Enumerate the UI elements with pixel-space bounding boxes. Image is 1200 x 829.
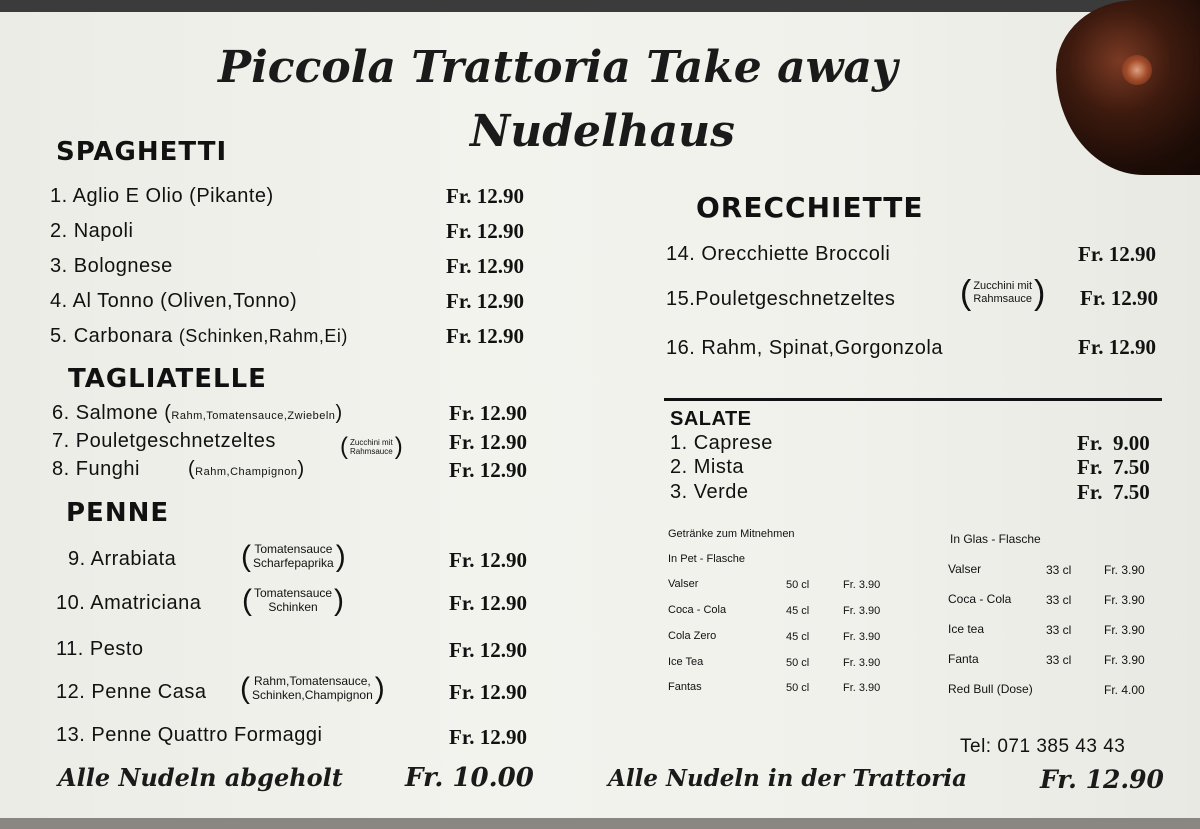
menu-item-name: 12. Penne Casa <box>56 681 207 703</box>
menu-item-price: Fr. 12.90 <box>449 680 527 704</box>
menu-item-price: Fr. 12.90 <box>446 184 524 208</box>
menu-item-price: Fr. 12.90 <box>449 401 527 425</box>
table-edge <box>0 818 1200 829</box>
menu-item-price: Fr. 12.90 <box>449 725 527 749</box>
drink-name: Red Bull (Dose) <box>948 682 1033 696</box>
menu-item-name: 15.Pouletgeschnetzeltes <box>666 288 896 310</box>
menu-item-price: Fr. 12.90 <box>446 289 524 313</box>
drink-price: Fr. 3.90 <box>843 682 881 694</box>
drink-price: Fr. 3.90 <box>1104 653 1145 667</box>
menu-item-name: 2. Mista <box>670 456 745 478</box>
menu-item-price: Fr. 12.90 <box>1080 286 1158 310</box>
phone-number: Tel: 071 385 43 43 <box>960 736 1126 757</box>
menu-item-name: 8. Funghi <box>52 458 140 480</box>
drink-name: Valser <box>948 562 982 576</box>
drink-size: 33 cl <box>1046 563 1072 577</box>
section-heading-tagliatelle: TAGLIATELLE <box>68 364 267 394</box>
drink-name: Cola Zero <box>668 630 717 642</box>
menu-title-line1: Piccola Trattoria Take away <box>218 42 898 93</box>
drink-size: 50 cl <box>786 682 810 694</box>
section-divider <box>664 398 1162 401</box>
drink-name: Coca - Cola <box>948 592 1012 606</box>
menu-item-name <box>50 325 348 348</box>
drink-price: Fr. 3.90 <box>1104 593 1145 607</box>
menu-item-name: 1. Aglio E Olio (Pikante) <box>50 185 274 207</box>
drinks-glass-heading: In Glas - Flasche <box>950 532 1041 546</box>
drink-price: Fr. 4.00 <box>1104 683 1145 697</box>
drink-size: 33 cl <box>1046 653 1072 667</box>
menu-item-price: Fr. 9.00 <box>1077 431 1150 455</box>
section-heading-salate: SALATE <box>670 408 752 430</box>
menu-item-name: 9. Arrabiata <box>68 548 177 570</box>
drink-price: Fr. 3.90 <box>1104 563 1145 577</box>
menu-item-name: 2. Napoli <box>50 220 134 242</box>
drink-name: Fantas <box>668 681 702 693</box>
menu-item-name: 1. Caprese <box>670 432 773 454</box>
menu-item-note: (Rahm,Champignon) <box>188 458 305 480</box>
drink-size: 33 cl <box>1046 623 1072 637</box>
menu-item-name: 3. Verde <box>670 481 749 503</box>
menu-item-price: Fr. 12.90 <box>449 430 527 454</box>
menu-item-name: 10. Amatriciana <box>56 592 202 614</box>
menu-item-price: Fr. 12.90 <box>446 254 524 278</box>
drink-size: 45 cl <box>786 605 810 617</box>
menu-item-price: Fr. 12.90 <box>449 591 527 615</box>
drink-name: Valser <box>668 578 699 590</box>
section-heading-penne: PENNE <box>66 498 170 528</box>
drink-price: Fr. 3.90 <box>843 605 881 617</box>
drink-price: Fr. 3.90 <box>843 579 881 591</box>
menu-item-price: Fr. 12.90 <box>1078 335 1156 359</box>
drink-size: 50 cl <box>786 657 810 669</box>
menu-item-label: 6. Salmone <box>52 402 159 424</box>
menu-item-name: 16. Rahm, Spinat,Gorgonzola <box>666 337 943 359</box>
menu-item-name: 4. Al Tonno (Oliven,Tonno) <box>50 290 298 312</box>
menu-item-name: 7. Pouletgeschnetzeltes <box>52 430 276 452</box>
menu-item-price: Fr. 12.90 <box>449 458 527 482</box>
footer-dinein-text: Alle Nudeln in der Trattoria <box>608 765 968 792</box>
drink-name: Ice tea <box>948 622 985 636</box>
menu-item-detail: (Schinken,Rahm,Ei) <box>178 326 348 346</box>
menu-title-line2: Nudelhaus <box>470 106 735 157</box>
menu-board <box>0 12 1200 818</box>
menu-item-name: 6. Salmone (Rahm,Tomatensauce,Zwiebeln) <box>52 402 343 424</box>
drink-price: Fr. 3.90 <box>843 631 881 643</box>
menu-item-name: 11. Pesto <box>56 638 144 660</box>
drink-price: Fr. 3.90 <box>843 657 881 669</box>
menu-item-price: Fr. 12.90 <box>446 324 524 348</box>
drink-size: 45 cl <box>786 631 810 643</box>
menu-item-note: ( Zucchini mit Rahmsauce ) <box>960 274 1046 312</box>
menu-item-name: 14. Orecchiette Broccoli <box>666 243 891 265</box>
section-heading-spaghetti: SPAGHETTI <box>56 137 228 167</box>
menu-item-note: ( Tomatensauce Schinken ) <box>242 584 345 617</box>
menu-item-price: Fr. 12.90 <box>446 219 524 243</box>
section-heading-orecchiette: ORECCHIETTE <box>696 191 924 224</box>
drinks-pet-subheading: In Pet - Flasche <box>668 553 746 565</box>
footer-takeaway-price: Fr. 10.00 <box>405 763 534 793</box>
menu-item-price: Fr. 12.90 <box>449 638 527 662</box>
menu-item-note: Rahm,Tomatensauce,Zwiebeln <box>171 410 336 422</box>
drink-size: 33 cl <box>1046 593 1072 607</box>
bottle-highlight <box>1122 55 1152 85</box>
footer-dinein-price: Fr. 12.90 <box>1040 765 1164 794</box>
menu-item-name: 13. Penne Quattro Formaggi <box>56 724 323 746</box>
drink-name: Fanta <box>948 652 979 666</box>
menu-item-note: ( Zucchini mit Rahmsauce ) <box>340 433 403 460</box>
menu-item-price: Fr. 12.90 <box>1078 242 1156 266</box>
menu-item-label: 5. Carbonara <box>50 325 173 347</box>
drinks-pet-heading: Getränke zum Mitnehmen <box>668 528 795 540</box>
menu-item-note: ( Tomatensauce Scharfepaprika ) <box>241 540 346 573</box>
menu-item-price: Fr. 7.50 <box>1077 455 1150 479</box>
footer-takeaway-text: Alle Nudeln abgeholt <box>58 763 343 792</box>
menu-item-price: Fr. 7.50 <box>1077 480 1150 504</box>
drink-price: Fr. 3.90 <box>1104 623 1145 637</box>
menu-item-price: Fr. 12.90 <box>449 548 527 572</box>
drink-name: Coca - Cola <box>668 604 727 616</box>
menu-item-name: 3. Bolognese <box>50 255 173 277</box>
drink-name: Ice Tea <box>668 656 704 668</box>
menu-item-note: ( Rahm,Tomatensauce, Schinken,Champignon ) <box>240 672 385 705</box>
drink-size: 50 cl <box>786 579 810 591</box>
